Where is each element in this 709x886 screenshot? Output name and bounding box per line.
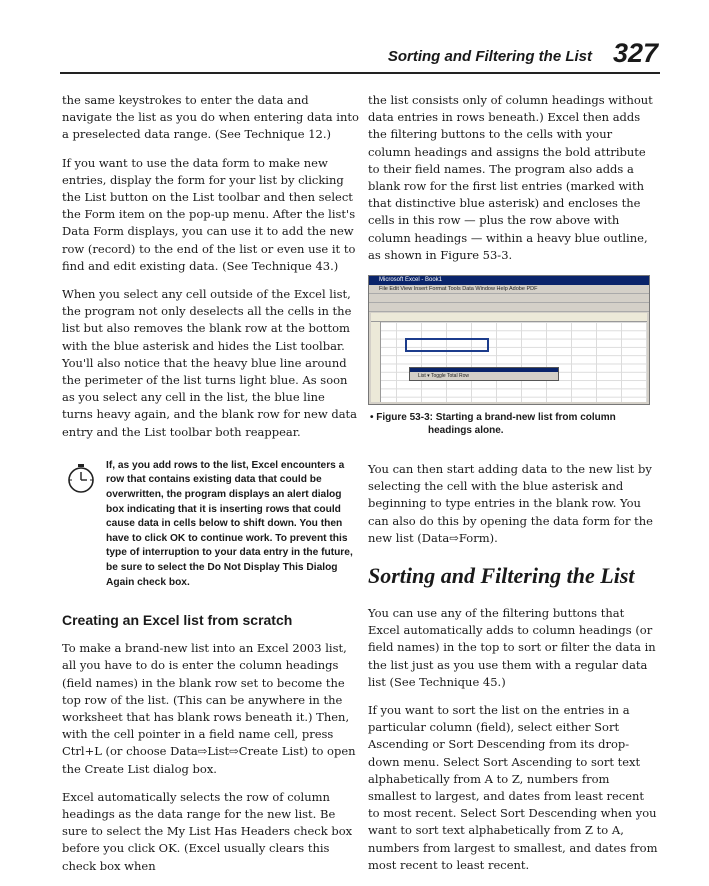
- paragraph: If you want to sort the list on the entries in a particular column (field), select either Sort Ascending or Sort Descending from its drop-down menu. Select Sort Ascending to sort text alphabetically from A to Z, numbers from smallest to largest, and dates from least recent to most recent. Select Sort Descending when you want to sort text alphabetically from Z to A, numbers from largest to smallest, and dates from most recent to least recent.: [368, 703, 658, 872]
- paragraph: To make a brand-new list into an Excel 2003 list, all you have to do is enter the column headings (field names) in the blank row set to become the top row of the list. (This can be anywhere in the worksheet that has blank rows beneath it.) Then, with the cell pointer in a field name cell, press Ctrl+L (or choose Data⇨List⇨Create List) to open the Create List dialog box.: [62, 641, 356, 776]
- paragraph: If you want to use the data form to make new entries, display the form for your list by clicking the List button on the List toolbar and then select the Form item on the pop-up menu. After the list's Data Form displays, you can use it to add the new row (record) to the end of the list or even use it to find and edit existing data. (See Technique 43.): [62, 155, 356, 273]
- paragraph: the same keystrokes to enter the data and navigate the list as you do when entering data into a preselected data range. (See Technique 12.): [62, 93, 359, 142]
- paragraph: When you select any cell outside of the Excel list, the program not only deselects all the cells in the list but also removes the blank row at the bottom with the blue asterisk and hides the List toolbar. You'll also notice that the heavy blue line around the perimeter of the list turns light blue. As soon as you select any cell in the list, the blue line turns heavy again, and the blank row for new data entry and the List toolbar both reappear.: [62, 287, 358, 439]
- figure-toolbar: [369, 294, 649, 303]
- stopwatch-icon: [64, 461, 98, 495]
- figure-row-headers: [371, 322, 381, 402]
- paragraph: the list consists only of column headings without data entries in rows beneath.) Excel then adds the filtering buttons to the cells with your column headings and assigns the bold attribute to their field names. The program also adds a blank row for the first list entries (marked with that distinctive blue asterisk) and encloses the cells in this row — plus the row above with column headings — within a heavy blue outline, as shown in Figure 53-3.: [368, 93, 653, 262]
- right-column: [368, 92, 658, 885]
- figure-list-toolbar-label: List ▾ Toggle Total Row: [418, 373, 469, 380]
- figure-caption: [368, 411, 658, 437]
- figure-menu-bar: File Edit View Insert Format Tools Data Window Help Adobe PDF: [369, 285, 649, 294]
- section-heading: Sorting and Filtering the List: [368, 563, 635, 589]
- section-heading: Creating an Excel list from scratch: [62, 612, 293, 629]
- paragraph: You can use any of the filtering buttons that Excel automatically adds to column headings (or field names) in the top to sort or filter the data in the list just as you use them with a regular data list (See Technique 45.): [368, 606, 656, 689]
- tip-box: [62, 459, 359, 590]
- figure-format-bar: [369, 303, 649, 312]
- left-column: [62, 92, 359, 886]
- tip-text: If, as you add rows to the list, Excel encounters a row that contains existing data that could be overwritten, the program displays an alert dialog box indicating that it is inserting rows that could cause data in cells below to shift down. You then have to click OK to continue work. To prevent this type of interruption to your data entry in the future, be sure to select the Do Not Display This Dialog Again check box.: [106, 459, 353, 588]
- figure-caption-line: • Figure 53-3: Starting a brand-new list from column: [370, 412, 616, 424]
- excel-screenshot-figure: [368, 275, 650, 405]
- page-number: 327: [612, 38, 658, 68]
- running-header: [60, 40, 660, 74]
- figure-list-outline: [405, 338, 489, 352]
- figure-column-headers: [371, 313, 647, 322]
- figure-worksheet-grid: [371, 322, 647, 402]
- paragraph: Excel automatically selects the row of column headings as the data range for the new list. Be sure to select the My List Has Headers check box before you click OK. (Excel usually clears this check box when: [62, 789, 353, 873]
- paragraph: You can then start adding data to the new list by selecting the cell with the blue asterisk and beginning to type entries in the blank row. You can also do this by opening the data form for the new list (Data⇨Form).: [368, 462, 653, 545]
- figure-window-title: Microsoft Excel - Book1: [369, 276, 649, 285]
- figure-list-toolbar: [409, 367, 559, 381]
- running-title: Sorting and Filtering the List: [387, 48, 592, 65]
- figure-caption-line: headings alone.: [428, 425, 504, 437]
